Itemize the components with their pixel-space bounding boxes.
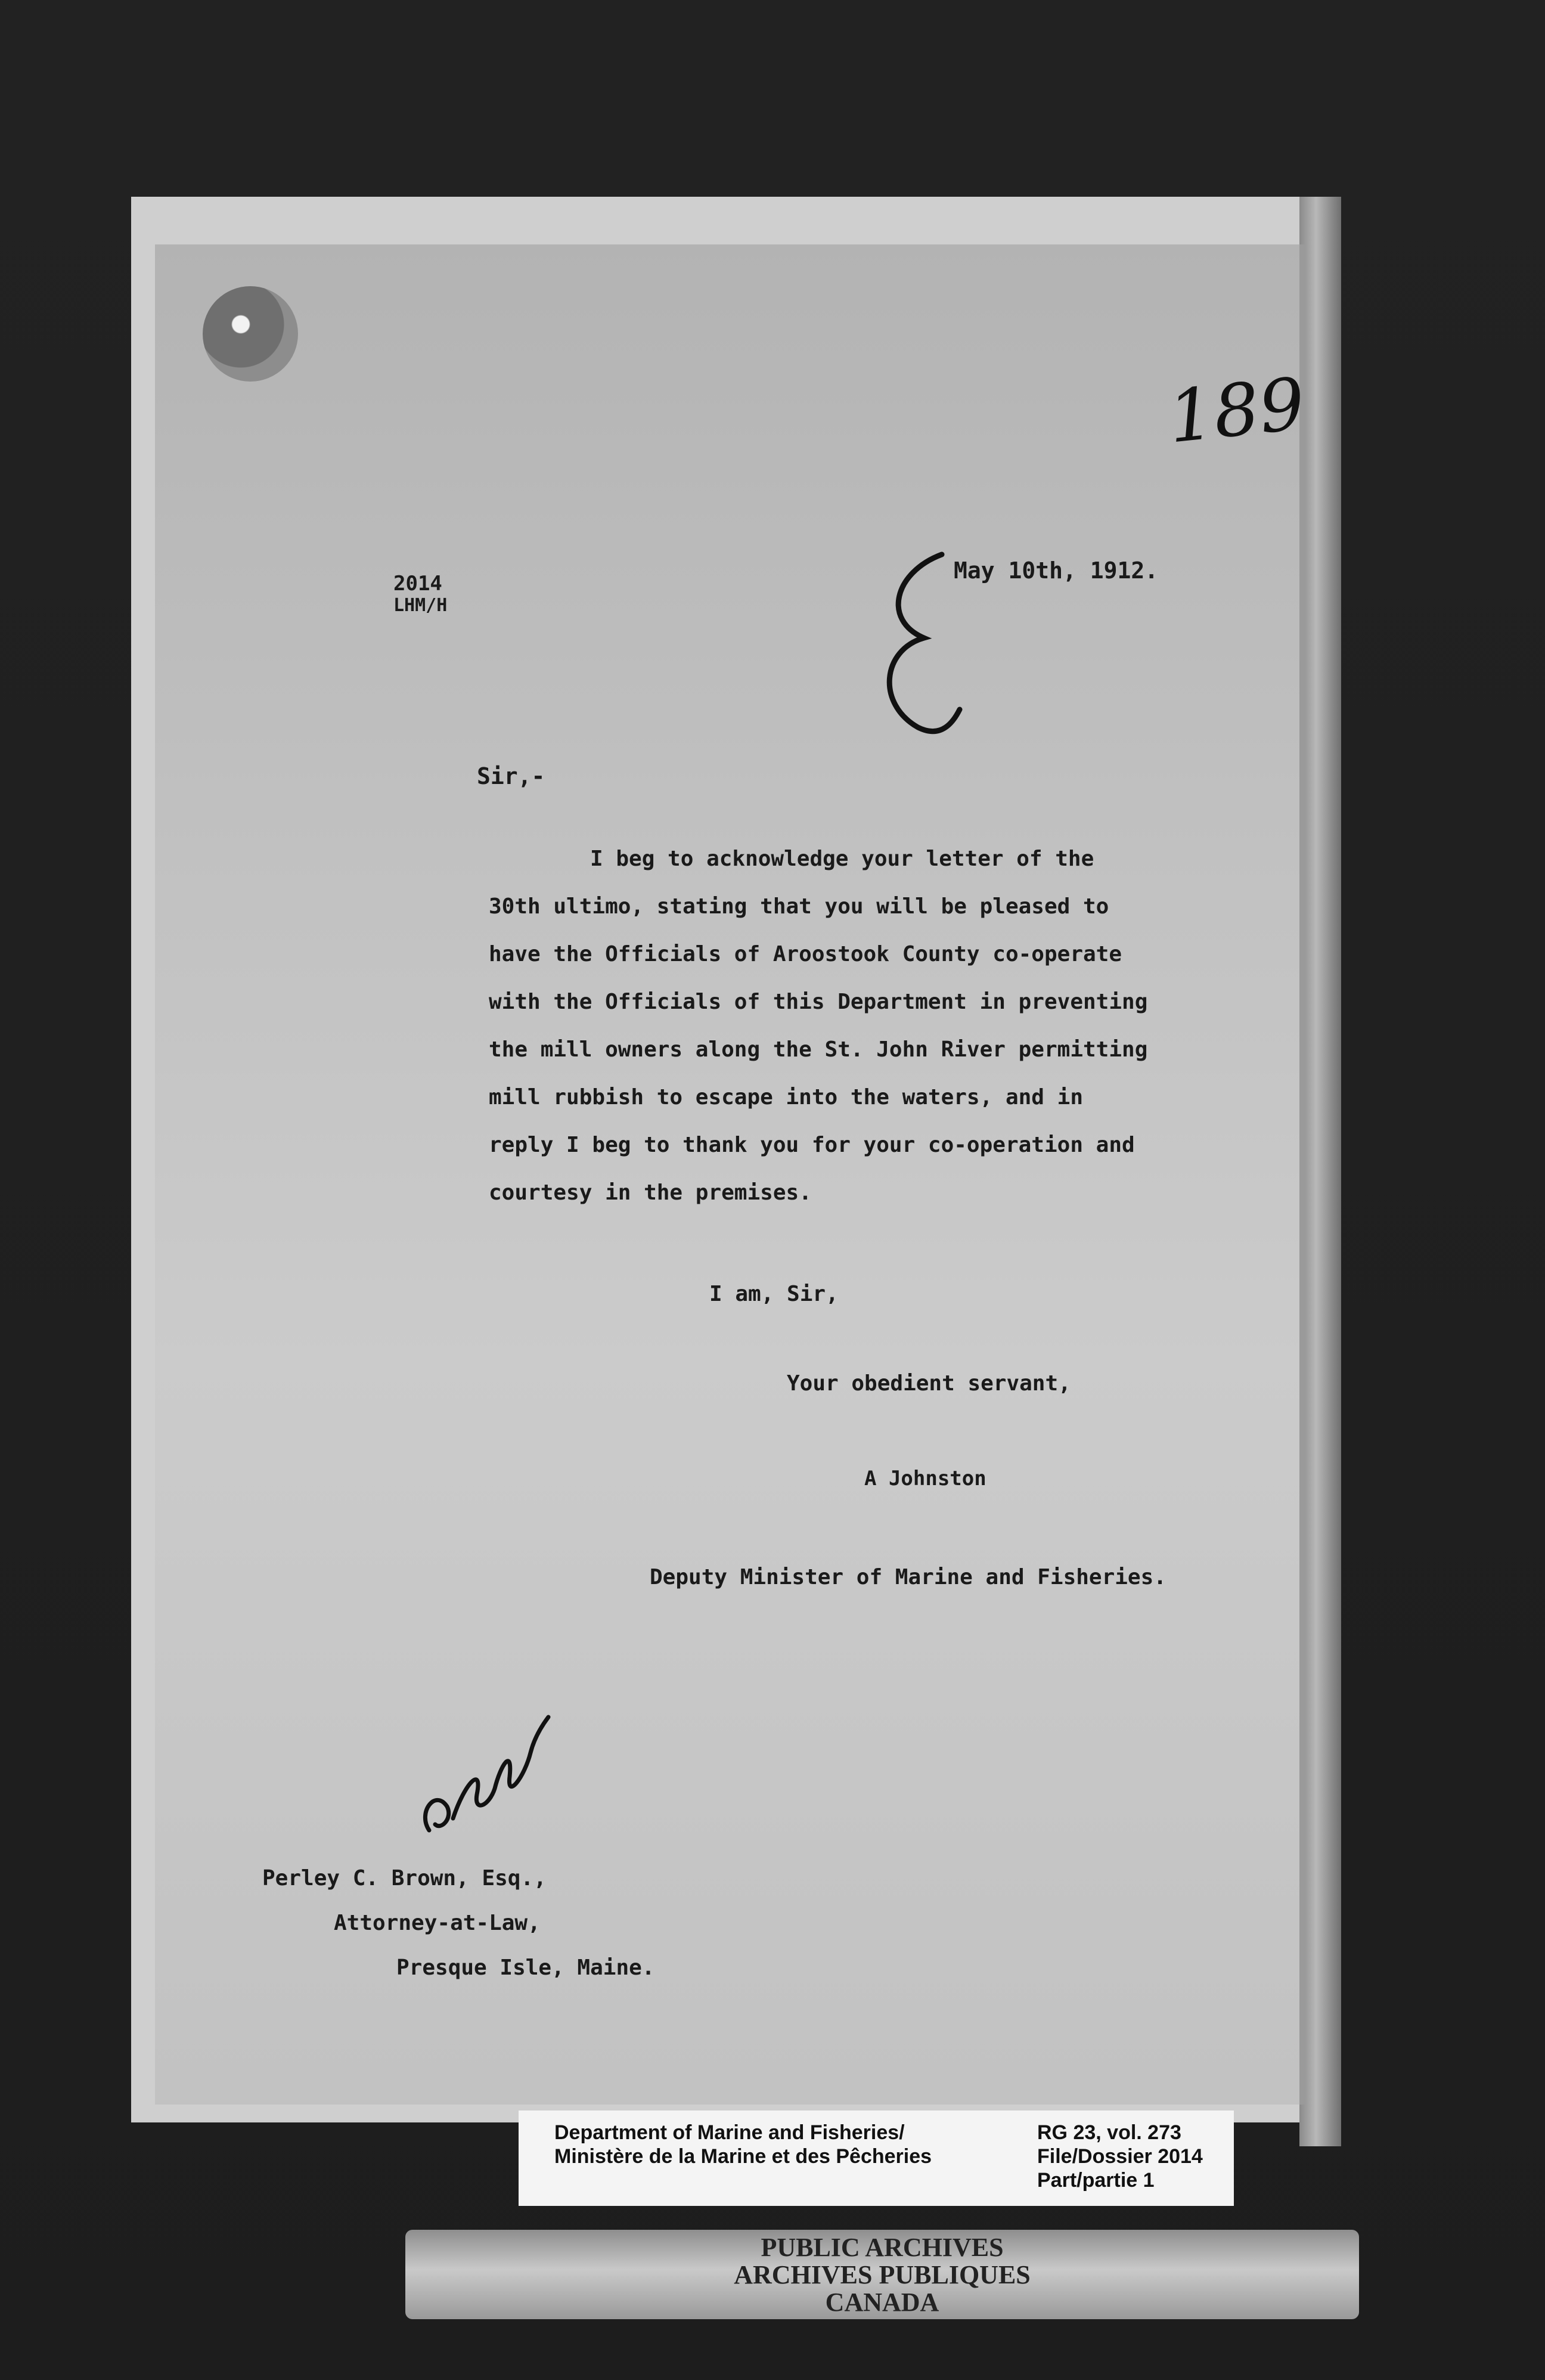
archive-reference-label [519, 2111, 1234, 2206]
handwritten-e-mark [870, 548, 972, 745]
banner-line-3: CANADA [825, 2288, 939, 2317]
closing-line: I am, Sir, [709, 1282, 839, 1306]
banner-line-2: ARCHIVES PUBLIQUES [734, 2260, 1031, 2289]
signatory-title: Deputy Minister of Marine and Fisheries. [650, 1565, 1166, 1589]
address-line-place: Presque Isle, Maine. [396, 1956, 655, 1980]
label-department-fr: Ministère de la Marine et des Pêcheries [554, 2145, 932, 2168]
salutation: Sir,- [477, 763, 545, 789]
address-line-title: Attorney-at-Law, [334, 1911, 541, 1935]
handwritten-folio-number: 189 [1164, 362, 1309, 460]
body-line: have the Officials of Aroostook County co-operate [489, 942, 1122, 966]
body-line: courtesy in the premises. [489, 1180, 812, 1205]
letter-page [155, 244, 1305, 2105]
signatory-name: A Johnston [864, 1467, 986, 1490]
banner-line-1: PUBLIC ARCHIVES [761, 2233, 1004, 2262]
body-line: with the Officials of this Department in preventing [489, 990, 1148, 1014]
body-line: I beg to acknowledge your letter of the [590, 847, 1094, 871]
label-part: Part/partie 1 [1037, 2169, 1155, 2192]
file-number: 2014 [393, 572, 442, 596]
handwritten-initials [411, 1693, 566, 1848]
letter-date: May 10th, 1912. [954, 557, 1159, 584]
body-line: 30th ultimo, stating that you will be pleased to [489, 894, 1109, 919]
obedient-servant-line: Your obedient servant, [787, 1371, 1071, 1396]
archives-banner [405, 2230, 1359, 2319]
address-line-name: Perley C. Brown, Esq., [262, 1866, 547, 1891]
label-file-number: File/Dossier 2014 [1037, 2145, 1203, 2168]
label-department-en: Department of Marine and Fisheries/ [554, 2121, 905, 2144]
reference-code: LHM/H [393, 595, 448, 616]
label-record-group: RG 23, vol. 273 [1037, 2121, 1181, 2144]
paper-stack-edge [1299, 197, 1341, 2146]
body-line: mill rubbish to escape into the waters, and in [489, 1085, 1083, 1110]
body-line: reply I beg to thank you for your co-operation and [489, 1133, 1135, 1157]
punch-hole [203, 286, 298, 382]
body-line: the mill owners along the St. John River permitting [489, 1037, 1148, 1062]
